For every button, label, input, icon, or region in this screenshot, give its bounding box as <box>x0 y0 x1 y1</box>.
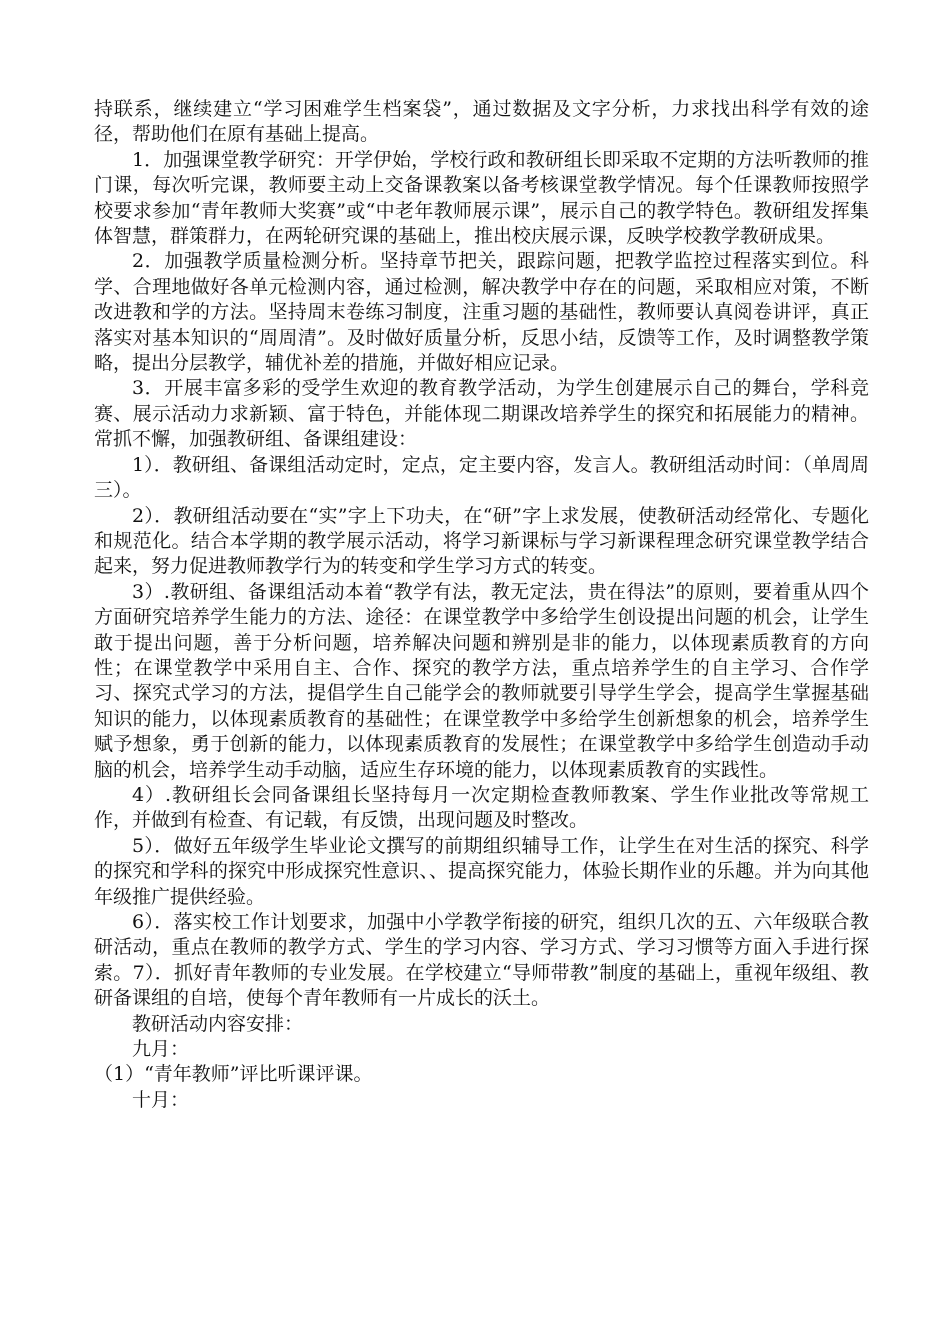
paragraph-item-4: 4）.教研组长会同备课组长坚持每月一次定期检查教师教案、学生作业批改等常规工作，并做到有检查、有记载，有反馈，出现问题及时整改。 <box>94 783 869 832</box>
paragraph-intro-continuation: 持联系，继续建立“学习困难学生档案袋”，通过数据及文字分析，力求找出科学有效的途径，帮助他们在原有基础上提高。 <box>94 98 869 146</box>
paragraph-classroom-research: 1．加强课堂教学研究：开学伊始，学校行政和教研组长即采取不定期的方法听教师的推门课，每次听完课，教师要主动上交备课教案以备考核课堂教学情况。每个任课教师按照学校要求参加“青年教师大奖赛”或“中老年教师展示课”，展示自己的教学特色。教研组发挥集体智慧，群策群力，在两轮研究课的基础上，推出校庆展示课，反映学校教学教研成果。 <box>94 148 869 248</box>
schedule-heading: 教研活动内容安排： <box>132 1012 304 1035</box>
paragraph-item-5: 5）．做好五年级学生毕业论文撰写的前期组织辅导工作，让学生在对生活的探究、科学的探究和学科的探究中形成探究性意识、、提高探究能力，体验长期作业的乐趣。并为向其他年级推广提供经验。 <box>94 834 869 908</box>
paragraph-item-3: 3）.教研组、备课组活动本着“教学有法，教无定法，贵在得法”的原则，要着重从四个方面研究培养学生能力的方法、途径：在课堂教学中多给学生创设提出问题的机会，让学生敢于提出问题，善于分析问题，培养解决问题和辨别是非的能力，以体现素质教育的方向性；在课堂教学中采用自主、合作、探究的教学方法，重点培养学生的自主学习、合作学习、探究式学习的方法，提倡学生自己能学会的教师就要引导学生学会，提高学生掌握基础知识的能力，以体现素质教育的基础性；在课堂教学中多给学生创新想象的机会，培养学生赋予想象，勇于创新的能力，以体现素质教育的发展性；在课堂教学中多给学生创造动手动脑的机会，培养学生动手动脑，适应生存环境的能力，以体现素质教育的实践性。 <box>94 580 869 781</box>
paragraph-item-6-7: 6）．落实校工作计划要求，加强中小学教学衔接的研究，组织几次的五、六年级联合教研活动，重点在教师的教学方式、学生的学习内容、学习方式、学习习惯等方面入手进行探索。7）．抓好青年教师的专业发展。在学校建立“导师带教”制度的基础上，重视年级组、教研备课组的自培，使每个青年教师有一片成长的沃土。 <box>94 911 869 1010</box>
paragraph-teaching-activities: 3．开展丰富多彩的受学生欢迎的教育教学活动，为学生创建展示自己的舞台，学科竞赛、展示活动力求新颖、富于特色，并能体现二期课改培养学生的探究和拓展能力的精神。常抓不懈，加强教研组、备课组建设： <box>94 377 869 451</box>
paragraph-item-1: 1）．教研组、备课组活动定时，定点，定主要内容，发言人。教研组活动时间：（单周周三）。 <box>94 453 869 502</box>
paragraph-quality-analysis: 2．加强教学质量检测分析。坚持章节把关，跟踪问题，把教学监控过程落实到位。科学、合理地做好各单元检测内容，通过检测，解决教学中存在的问题，采取相应对策，不断改进教和学的方法。坚持周末卷练习制度，注重习题的基础性，教师要认真阅卷讲评，真正落实对基本知识的“周周清”。及时做好质量分析，反思小结，反馈等工作，及时调整教学策略，提出分层教学，辅优补差的措施，并做好相应记录。 <box>94 250 869 375</box>
month-september: 九月： <box>132 1038 190 1061</box>
month-october: 十月： <box>132 1088 190 1111</box>
paragraph-item-2: 2）．教研组活动要在“实”字上下功夫，在“研”字上求发展，使教研活动经常化、专题化和规范化。结合本学期的教学展示活动，将学习新课标与学习新课程理念研究课堂教学结合起来，努力促进教师教学行为的转变和学生学习方式的转变。 <box>94 504 869 578</box>
schedule-item-september-1: （1）“青年教师”评比听课评课。 <box>94 1063 373 1086</box>
document-page <box>94 97 869 1113</box>
